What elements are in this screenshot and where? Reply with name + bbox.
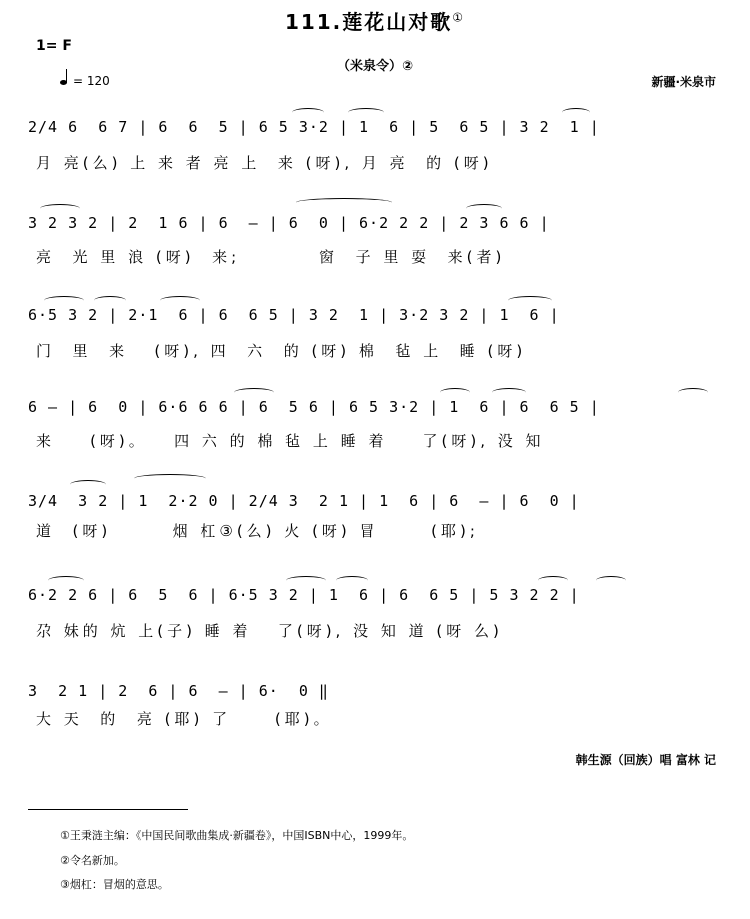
footnote-1: ①王秉涟主编：《中国民间歌曲集成·新疆卷》，中国ISBN中心，1999年。 [60,829,414,842]
lyrics-line-6: 尕 妹的 炕 上(子) 睡 着 了(呀), 没 知 道 (呀 么) [36,622,503,640]
quarter-note-icon [60,80,67,85]
slur [538,576,568,585]
slur [440,388,470,397]
footnote-divider [28,809,188,810]
slur [508,296,552,305]
notation-line-5: 3/4 3 2 | 1 2·2 0 | 2/4 3 2 1 | 1 6 | 6 — | 6 0 | [28,492,580,510]
title-footnote-mark: ① [452,10,466,25]
slur [160,296,200,305]
lyrics-line-4: 来 (呀)。 四 六 的 棉 毡 上 睡 着 了(呀), 没 知 [36,432,545,450]
slur [44,296,84,305]
title-text: 111.莲花山对歌 [284,10,453,34]
slur [296,198,392,207]
lyrics-line-7: 大 天 的 亮 (耶) 了 (耶)。 [36,710,333,728]
slur [48,576,84,585]
slur [348,108,384,117]
lyrics-line-3: 门 里 来 (呀), 四 六 的 (呀) 棉 毡 上 睡 (呀) [36,342,527,360]
tempo-value: = 120 [73,74,110,88]
slur [70,480,106,489]
lyrics-line-2: 亮 光 里 浪 (呀) 来; 窗 子 里 耍 来(者) [36,248,506,266]
notation-line-1: 2/4 6 6 7 | 6 6 5 | 6 5 3·2 | 1 6 | 5 6 5 | 3 2 1 | [28,118,600,136]
song-title [0,6,750,35]
slur [466,204,502,213]
slur [336,576,368,585]
slur [286,576,326,585]
slur [292,108,324,117]
footnote-2: ②令名新加。 [60,854,125,867]
slur [234,388,274,397]
slur [492,388,526,397]
notation-line-3: 6·5 3 2 | 2·1 6 | 6 6 5 | 3 2 1 | 3·2 3 2 | 1 6 | [28,306,560,324]
slur [678,388,708,397]
notation-line-2: 3 2 3 2 | 2 1 6 | 6 — | 6 0 | 6·2 2 2 | 2 3 6 6 | [28,214,550,232]
lyrics-line-1: 月 亮(么) 上 来 者 亮 上 来 (呀), 月 亮 的 (呀) [36,154,493,172]
notation-line-4: 6 — | 6 0 | 6·6 6 6 | 6 5 6 | 6 5 3·2 | 1 6 | 6 6 5 | [28,398,600,416]
slur [94,296,126,305]
lyrics-line-5: 道 (呀) 烟 杠③(么) 火 (呀) 冒 (耶); [36,522,479,540]
slur [562,108,590,117]
song-origin: 新疆·米泉市 [651,75,716,89]
slur [40,204,80,213]
subtitle: （米泉令）② [336,59,413,74]
slur [596,576,626,585]
notation-line-7: 3 2 1 | 2 6 | 6 — | 6· 0 ‖ [28,682,329,700]
key-signature: 1= F [36,38,72,54]
tempo-marking [60,74,110,88]
footnote-3: ③烟杠：冒烟的意思。 [60,878,169,891]
notation-line-6: 6·2 2 6 | 6 5 6 | 6·5 3 2 | 1 6 | 6 6 5 | 5 3 2 2 | [28,586,580,604]
credits: 韩生源（回族）唱 富林 记 [575,753,716,767]
slur [134,474,206,483]
